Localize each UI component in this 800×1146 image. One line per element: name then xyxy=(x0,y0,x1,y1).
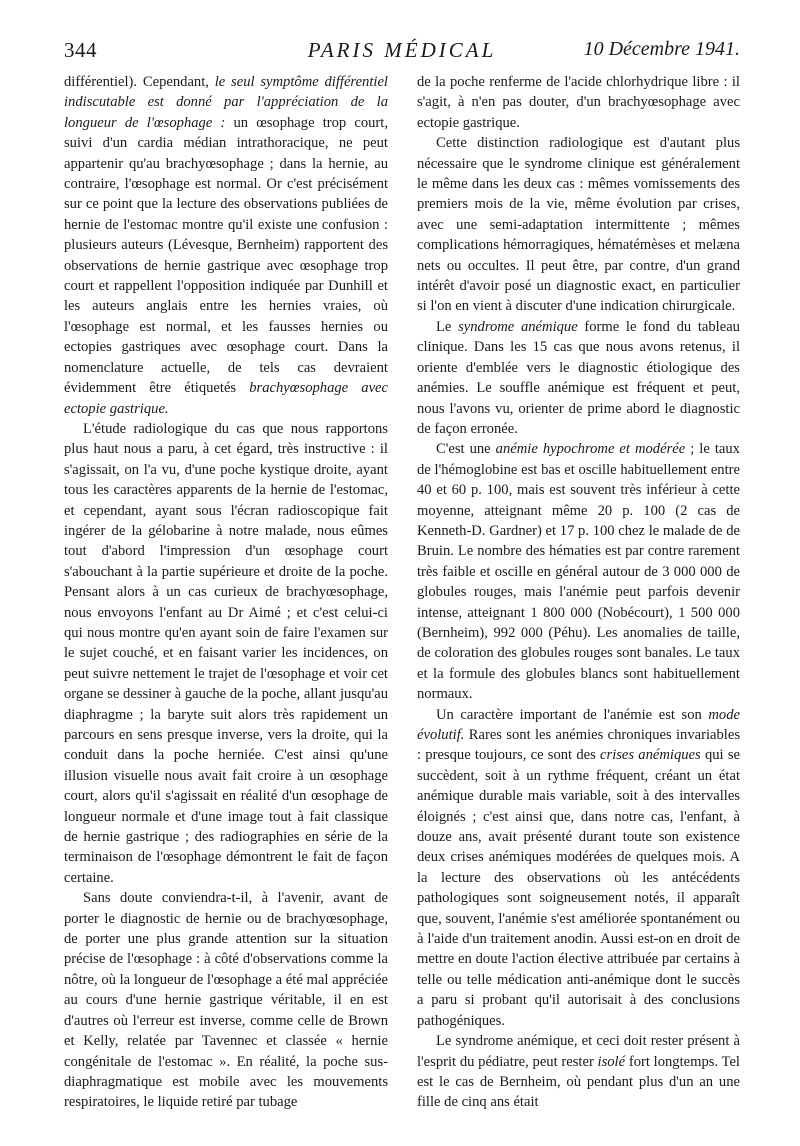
right-column xyxy=(417,72,740,1113)
page-number: 344 xyxy=(64,38,97,62)
paragraph: Un caractère important de l'anémie est son mode évolutif. Rares sont les anémies chroniques invariables : presque toujours, ce sont des crises anémiques qui se succèdent, soit à un rythme fréquent, créant un état anémique durable mais variable, soit à des intervalles éloignés ; c'est ainsi que, dans notre cas, l'enfant, à douze ans, avait présenté durant toute son existence deux crises anémiques modérées de quelques mois. A la lecture des observations où les antécédents pathologiques sont soigneusement notés, il apparaît que, souvent, l'anémie s'est améliorée spontanément ou à l'aide d'un traitement anodin. Aussi est-on en droit de mettre en doute l'action élective attribuée par certains à telle ou telle médication anti-anémique dont le succès a paru si probant qu'il autorisait à des conclusions pathogéniques. xyxy=(417,706,740,1029)
page-header xyxy=(64,38,740,68)
paragraph: Sans doute conviendra-t-il, à l'avenir, avant de porter le diagnostic de hernie ou de brachyœsophage, de porter une plus grande attention sur la situation précise de l'œsophage : à côté d'observations comme la nôtre, où la longueur de l'œsophage a été mal appréciée au cours d'une hernie gastrique véritable, il en est d'autres où l'erreur est inverse, comme celle de Brown et Kelly, relatée par Tavennec et classée « hernie congénitale de l'estomac ». En réalité, la poche sus-diaphragmatique est mobile avec les mouvements respiratoires, le liquide retiré par tubage xyxy=(64,890,388,1111)
issue-date: 10 Décembre 1941. xyxy=(583,38,740,60)
paragraph: L'étude radiologique du cas que nous rapportons plus haut nous a paru, à cet égard, très instructive : il s'agissait, on l'a vu, d'une poche kystique droite, ayant tous les caractères apparents de la hernie de l'estomac, et cependant, ayant sous l'écran radioscopique fait ingérer de la gélobarine à notre malade, nous eûmes tout d'abord l'impression d'un œsophage court s'abouchant à la partie supérieure et droite de la poche. Pensant alors à un cas curieux de brachyœsophage, nous envoyons l'enfant au Dr Aimé ; et c'est celui-ci qui nous montre qu'en ayant soin de faire l'examen sur le sujet couché, et en faisant varier les incidences, on peut suivre nettement le trajet de l'œsophage et voir cet organe se dessiner à gauche de la poche, allant jusqu'au diaphragme ; la baryte suit alors très rapidement un parcours en sens presque inverse, vers la droite, qui la conduit dans la poche herniée. C'est ainsi qu'une illusion visuelle nous avait fait croire à un œsophage court, alors qu'il s'agissait en réalité d'un œsophage de longueur normale et d'une image tout à fait classique de hernie gastrique ; des radiographies en série de la terminaison de l'œsophage démontrent le fait de façon certaine. xyxy=(64,420,388,886)
paragraph: différentiel). Cependant, le seul symptôme différentiel indiscutable est donné par l'appréciation de la longueur de l'œsophage : un œsophage trop court, suivi d'un cardia médian intrathoracique, ne peut appartenir qu'au brachyœsophage ; dans la hernie, au contraire, l'œsophage est normal. Or c'est précisément sur ce point que la lecture des observations publiées de hernie de l'estomac montre qu'il existe une confusion : plusieurs auteurs (Lévesque, Bernheim) rapportent des observations de hernie gastrique avec œsophage trop court et rappellent l'opposition indiquée par Dunhill et les auteurs anglais entre les hernies vraies, où l'œsophage est normal, et les fausses hernies ou ectopies gastriques avec œsophage court. Dans la nomenclature actuelle, de tels cas devraient évidemment être étiquetés brachyœsophage avec ectopie gastrique. xyxy=(64,74,388,417)
paragraph: de la poche renferme de l'acide chlorhydrique libre : il s'agit, à n'en pas douter, d'un brachyœsophage avec ectopie gastrique. xyxy=(417,74,740,131)
paragraph: Cette distinction radiologique est d'autant plus nécessaire que le syndrome clinique est généralement le même dans les deux cas : mêmes vomissements des premiers mois de la vie, même évolution par crises, avec une semi-adaptation intermittente ; mêmes complications hémorragiques, hématémèses et melæna nets ou occultes. Il peut être, par contre, d'un grand intérêt d'avoir posé un diagnostic exact, en particulier si l'on en vient à discuter d'une indication chirurgicale. xyxy=(417,135,740,315)
paragraph: Le syndrome anémique forme le fond du tableau clinique. Dans les 15 cas que nous avons retenus, il oriente d'emblée vers le diagnostic étiologique des anémies. Le souffle anémique est fréquent et peut, nous l'avons vu, orienter de prime abord le diagnostic de façon erronée. xyxy=(417,318,740,437)
paragraph: Le syndrome anémique, et ceci doit rester présent à l'esprit du pédiatre, peut rester isolé fort longtemps. Tel est le cas de Bernheim, où pendant plus d'un an une fille de cinq ans était xyxy=(417,1033,740,1111)
journal-title: PARIS MÉDICAL xyxy=(307,38,497,62)
left-column xyxy=(64,72,388,1113)
paragraph: C'est une anémie hypochrome et modérée ; le taux de l'hémoglobine est bas et oscille habituellement entre 40 et 60 p. 100, mais est souvent très inférieur à cette moyenne, atteignant même 20 p. 100 (2 cas de Kenneth-D. Gardner) et 17 p. 100 chez le malade de de Bruin. Le nombre des hématies est par contre rarement très faible et oscille en général autour de 3 000 000 de globules rouges, mais l'anémie peut parfois devenir intense, atteignant 1 800 000 (Nobécourt), 1 500 000 (Bernheim), 992 000 (Péhu). Les anomalies de taille, de coloration des globules rouges sont banales. Le taux et la formule des globules blancs sont habituellement normaux. xyxy=(417,441,740,703)
